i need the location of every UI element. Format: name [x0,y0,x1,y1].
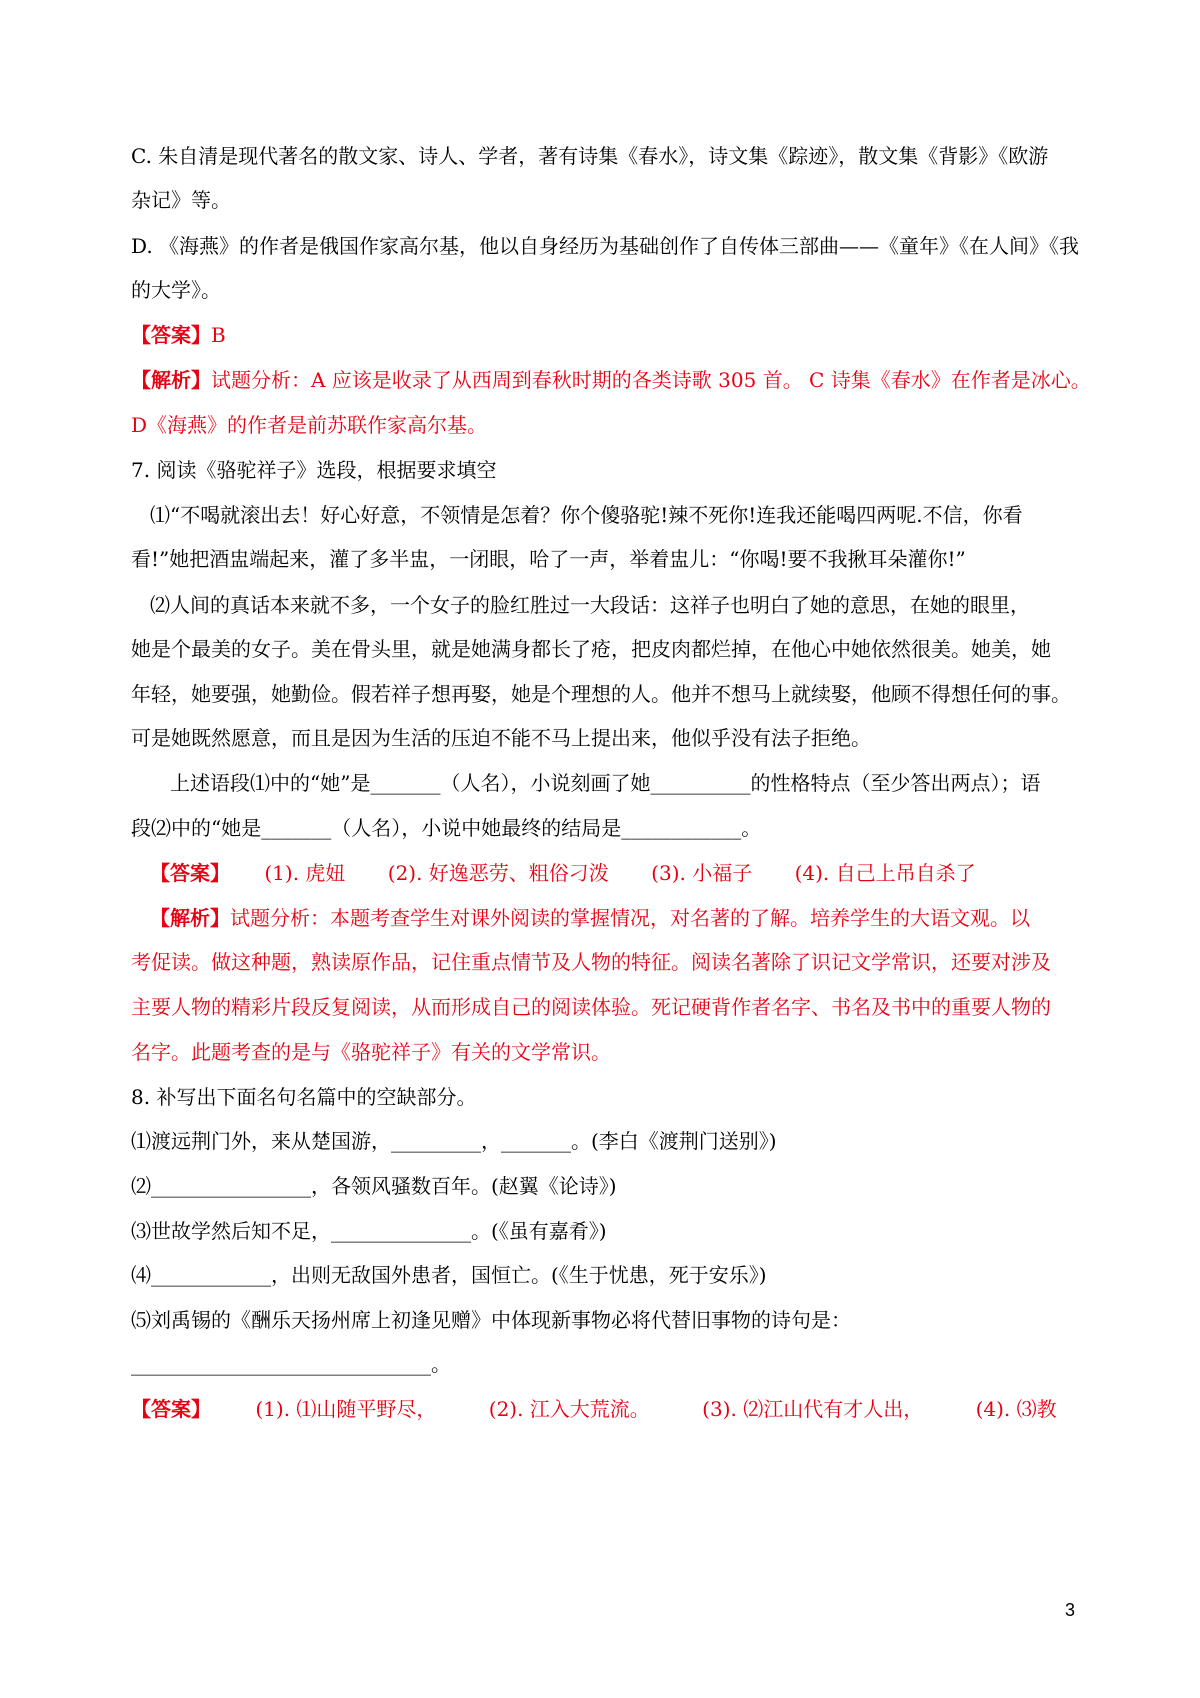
analysis-label: 【解析】 [150,906,230,930]
q7-question-line-2: 段⑵中的“她是_______（人名），小说中她最终的结局是____________。 [131,816,762,840]
q7-passage2-line-1: ⑵人间的真话本来就不多，一个女子的脸红胜过一大段话：这祥子也明白了她的意思，在她的眼里， [150,593,1030,617]
answer-item-1: (1). ⑴山随平野尽， [255,1397,437,1421]
q8-item-4: ⑷____________，出则无敌国外患者，国恒亡。(《生于忧患，死于安乐》) [131,1263,767,1287]
answer-item-4: (4). ⑶教 [975,1397,1057,1421]
answer-label: 【答案】 [150,861,230,885]
page-number: 3 [1065,1600,1076,1620]
q8-item-5-line-2: ______________________________。 [131,1352,451,1376]
q6-answer [131,323,226,347]
answer-value: B [211,323,226,347]
option-c-line-2: 杂记》等。 [131,188,231,212]
q7-title: 7. 阅读《骆驼祥子》选段，根据要求填空 [131,458,497,482]
q8-item-5-line-1: ⑸刘禹锡的《酬乐天扬州席上初逢见赠》中体现新事物必将代替旧事物的诗句是： [131,1308,851,1332]
q7-passage2-line-4: 可是她既然愿意，而且是因为生活的压迫不能不马上提出来，他似乎没有法子拒绝。 [131,726,871,750]
q8-answer [131,1397,1057,1421]
q6-analysis-line-1 [131,368,1091,392]
analysis-label: 【解析】 [131,368,211,392]
q8-title: 8. 补写出下面名句名篇中的空缺部分。 [131,1085,477,1109]
q7-passage2-line-2: 她是个最美的女子。美在骨头里，就是她满身都长了疮，把皮肉都烂掉，在他心中她依然很美。她美，她 [131,637,1051,661]
q7-question-line-1: 上述语段⑴中的“她”是_______（人名），小说刻画了她__________的性格特点（至少答出两点）；语 [170,771,1041,795]
q6-analysis-line-2: D《海燕》的作者是前苏联作家高尔基。 [131,413,488,437]
answer-item-4: (4). 自己上吊自杀了 [794,861,976,885]
q7-analysis-line-1 [150,906,1030,930]
analysis-text: 试题分析：A 应该是收录了从西周到春秋时期的各类诗歌 305 首。 C 诗集《春水》在作者是冰心。 [211,368,1091,392]
q8-item-2: ⑵________________，各领风骚数百年。(赵翼《论诗》) [131,1174,617,1198]
analysis-text: 试题分析：本题考查学生对课外阅读的掌握情况，对名著的了解。培养学生的大语文观。以 [230,906,1030,930]
answer-item-3: (3). ⑵江山代有才人出， [702,1397,924,1421]
q7-analysis-line-2: 考促读。做这种题，熟读原作品，记住重点情节及人物的特征。阅读名著除了识记文学常识，还要对涉及 [131,950,1051,974]
q7-analysis-line-4: 名字。此题考查的是与《骆驼祥子》有关的文学常识。 [131,1040,611,1064]
answer-item-2: (2). 江入大荒流。 [488,1397,650,1421]
option-d-line-1: D. 《海燕》的作者是俄国作家高尔基，他以自身经历为基础创作了自传体三部曲——《童年》《在人间》《我 [131,234,1080,258]
q7-analysis-line-3: 主要人物的精彩片段反复阅读，从而形成自己的阅读体验。死记硬背作者名字、书名及书中的重要人物的 [131,995,1051,1019]
answer-label: 【答案】 [131,1397,211,1421]
q7-answer [150,861,976,885]
answer-item-1: (1). 虎妞 [264,861,346,885]
answer-item-2: (2). 好逸恶劳、粗俗刁泼 [387,861,609,885]
q7-passage1-line-1: ⑴“不喝就滚出去！好心好意，不领情是怎着？你个傻骆驼!辣不死你!连我还能喝四两呢.不信，你看 [150,503,1023,527]
answer-item-3: (3). 小福子 [651,861,753,885]
answer-label: 【答案】 [131,323,211,347]
q7-passage2-line-3: 年轻，她要强，她勤俭。假若祥子想再娶，她是个理想的人。他并不想马上就续娶，他顾不得想任何的事。 [131,682,1071,706]
q7-passage1-line-2: 看!”她把酒盅端起来，灌了多半盅，一闭眼，哈了一声，举着盅儿：“你喝!要不我揪耳朵灌你!” [131,547,966,571]
q8-item-1: ⑴渡远荆门外，来从楚国游，_________，_______。(李白《渡荆门送别》) [131,1129,777,1153]
q8-item-3: ⑶世故学然后知不足，______________。(《虽有嘉肴》) [131,1219,607,1243]
option-c-line-1: C. 朱自清是现代著名的散文家、诗人、学者，著有诗集《春水》，诗文集《踪迹》，散文集《背影》《欧游 [131,144,1049,168]
option-d-line-2: 的大学》。 [131,278,221,302]
